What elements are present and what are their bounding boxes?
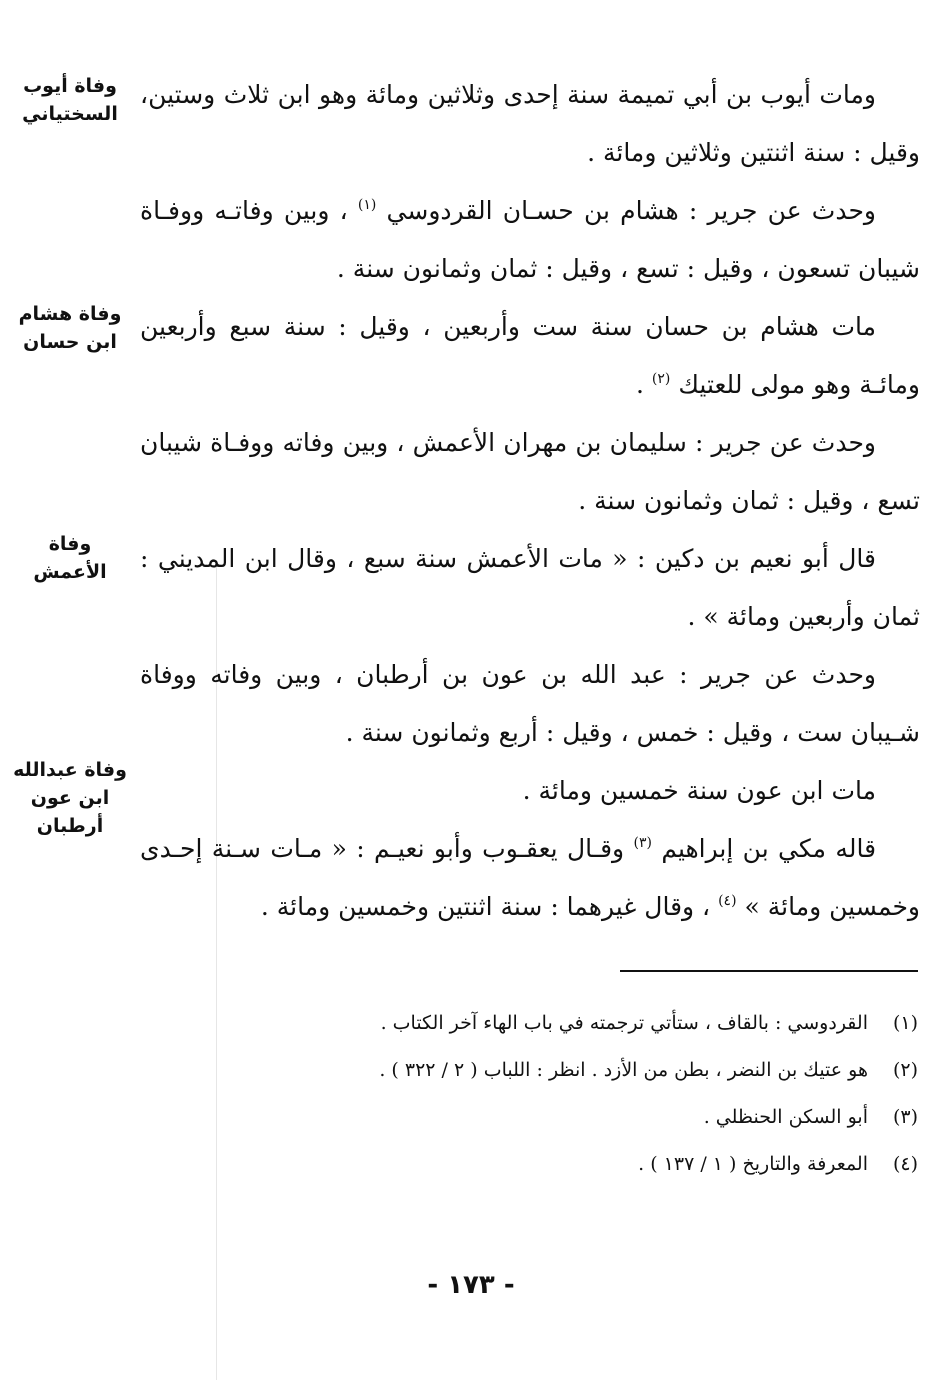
page-number: - ١٧٣ -	[427, 1270, 515, 1300]
paragraph-text: ، وبين وفاتـه ووفـاة شيبان تسعون ، وقيل : تسع ، وقيل : ثمان وثمانون سنة .	[140, 196, 920, 283]
margin-note-line: ابن عون	[30, 787, 110, 809]
paragraph-hisham-narration	[140, 182, 920, 298]
paragraph-text: .	[636, 370, 644, 399]
paragraph-text: قاله مكي بن إبراهيم	[661, 834, 877, 863]
paragraph-text: وحدث عن جرير : هشام بن حسـان القردوسي	[386, 196, 876, 225]
paragraph-ayyub-death: ومات أيوب بن أبي تميمة سنة إحدى وثلاثين ومائة وهو ابن ثلاث وستين، وقيل : سنة اثنتين وثلاثين ومائة .	[140, 80, 920, 167]
footnote-number: (٢)	[892, 1059, 918, 1081]
margin-note-line: وفاة أيوب	[23, 75, 117, 97]
paragraph-hisham-death	[140, 298, 920, 414]
footnote-number: (٣)	[892, 1106, 918, 1128]
footnote-item	[158, 1094, 918, 1141]
paragraph-amash-narration: وحدث عن جرير : سليمان بن مهران الأعمش ، وبين وفاته ووفـاة شيبان تسع ، وقيل : ثمان وثمانون سنة .	[140, 428, 920, 515]
footnote-item	[158, 1000, 918, 1047]
footnote-separator	[620, 970, 918, 972]
paragraph-text: مات هشام بن حسان سنة ست وأربعين ، وقيل : سنة سبع وأربعين ومائـة وهو مولى للعتيك	[140, 312, 920, 399]
footnotes-block	[158, 1000, 918, 1188]
footnote-text: هو عتيك بن النضر ، بطن من الأزد . انظر : اللباب ( ٢ / ٣٢٢ ) .	[379, 1059, 868, 1081]
main-text-block	[140, 66, 920, 936]
paragraph-ibn-awn-death: مات ابن عون سنة خمسين ومائة .	[522, 776, 876, 805]
margin-note-line: وفاة عبدالله	[13, 759, 127, 781]
margin-note-amash	[10, 530, 130, 586]
margin-note-line: أرطبان	[36, 815, 104, 837]
paragraph-text: وقـال يعقـوب وأبو نعيـم : « مـات سـنة إحـدى وخمسين ومائة »	[140, 834, 920, 921]
footnote-number: (٤)	[892, 1153, 918, 1175]
paragraph-ibn-awn-sources	[140, 820, 920, 936]
footnote-ref-2[interactable]: (٢)	[651, 371, 671, 387]
footnote-ref-3[interactable]: (٣)	[633, 835, 652, 851]
margin-note-line: السختياني	[22, 103, 118, 125]
footnote-text: المعرفة والتاريخ ( ١ / ١٣٧ ) .	[638, 1153, 868, 1175]
paragraph-text: ، وقال غيرهما : سنة اثنتين وخمسين ومائة .	[260, 892, 711, 921]
footnote-item	[158, 1047, 918, 1094]
margin-note-line: وفاة هشام	[18, 303, 122, 325]
paragraph-ibn-awn-narration: وحدث عن جرير : عبد الله بن عون بن أرطبان ، وبين وفاته ووفاة شـيبان ست ، وقيل : خمس ، وقيل : أربع وثمانون سنة .	[140, 660, 920, 747]
margin-note-line: الأعمش	[33, 561, 107, 583]
footnote-text: القردوسي : بالقاف ، ستأتي ترجمته في باب الهاء آخر الكتاب .	[380, 1012, 868, 1034]
footnote-text: أبو السكن الحنظلي .	[703, 1106, 868, 1128]
footnote-ref-4[interactable]: (٤)	[718, 893, 737, 909]
footnote-item	[158, 1141, 918, 1188]
paragraph-amash-death: قال أبو نعيم بن دكين : « مات الأعمش سنة سبع ، وقال ابن المديني : ثمان وأربعين ومائة » .	[140, 544, 920, 631]
margin-note-hisham	[10, 300, 130, 356]
footnote-ref-1[interactable]: (١)	[357, 197, 377, 213]
margin-note-ayyub	[10, 72, 130, 128]
margin-note-line: وفاة	[48, 533, 92, 555]
margin-note-ibn-awn	[10, 756, 130, 840]
margin-note-line: ابن حسان	[23, 331, 117, 353]
footnote-number: (١)	[892, 1012, 918, 1034]
